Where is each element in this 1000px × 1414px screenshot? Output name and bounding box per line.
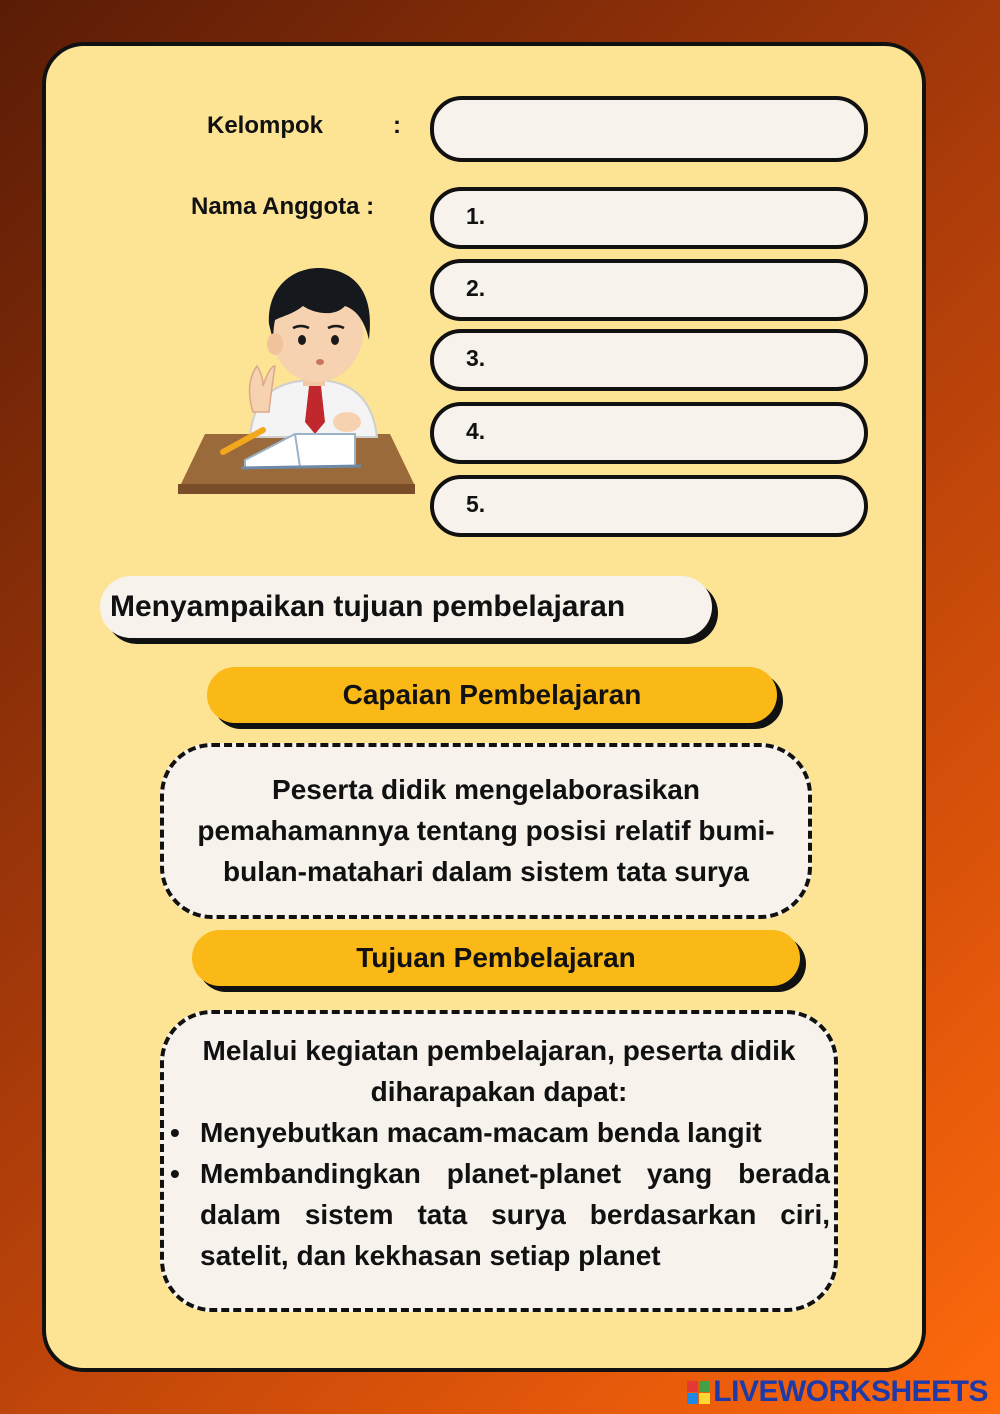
student-illustration <box>175 262 420 498</box>
capaian-line: pemahamannya tentang posisi relatif bumi- <box>197 815 775 846</box>
capaian-line: bulan-matahari dalam sistem tata surya <box>223 856 749 887</box>
member-number: 5. <box>466 491 486 518</box>
section-title <box>100 576 712 638</box>
member-number: 4. <box>466 418 486 445</box>
member-input-4[interactable] <box>430 402 868 464</box>
tujuan-heading <box>192 930 800 986</box>
liveworksheets-logo-text: LIVEWORKSHEETS <box>713 1375 988 1408</box>
tujuan-heading-text: Tujuan Pembelajaran <box>356 942 636 973</box>
member-input-2[interactable] <box>430 259 868 321</box>
member-number: 2. <box>466 275 486 302</box>
member-input-3[interactable] <box>430 329 868 391</box>
kelompok-colon: : <box>393 112 401 139</box>
member-input-5[interactable] <box>430 475 868 537</box>
capaian-box <box>160 743 812 919</box>
kelompok-input[interactable] <box>430 96 868 162</box>
tujuan-bullet: • Menyebutkan macam-macam benda langit <box>200 1112 834 1153</box>
capaian-heading <box>207 667 777 723</box>
member-number: 1. <box>466 203 486 230</box>
kelompok-label: Kelompok <box>207 112 324 139</box>
nama-anggota-label: Nama Anggota : <box>191 193 375 220</box>
tujuan-intro-line: diharapakan dapat: <box>370 1076 628 1107</box>
capaian-line: Peserta didik mengelaborasikan <box>272 774 700 805</box>
section-title-text: Menyampaikan tujuan pembelajaran <box>110 590 626 623</box>
tujuan-list <box>164 1112 834 1276</box>
tujuan-bullet: • Membandingkan planet-planet yang berada dalam sistem tata surya berdasarkan ciri, satelit, dan kekhasan setiap planet <box>200 1153 834 1276</box>
tujuan-box <box>160 1010 838 1312</box>
capaian-heading-text: Capaian Pembelajaran <box>342 679 642 710</box>
liveworksheets-logo-icon <box>687 1381 710 1404</box>
member-number: 3. <box>466 345 486 372</box>
member-input-1[interactable] <box>430 187 868 249</box>
liveworksheets-logo <box>687 1375 988 1409</box>
tujuan-intro-line: Melalui kegiatan pembelajaran, peserta didik <box>202 1035 796 1066</box>
